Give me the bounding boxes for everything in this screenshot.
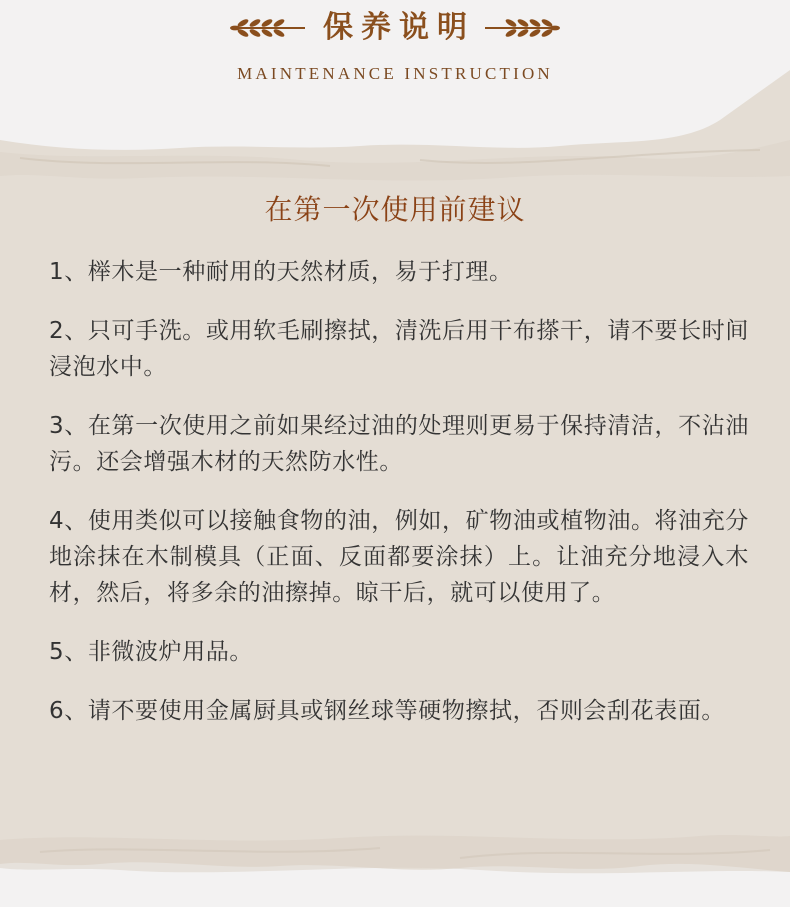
instruction-item-3: 3、在第一次使用之前如果经过油的处理则更易于保持清洁，不沾油污。还会增强木材的天然防水性。 <box>49 413 749 475</box>
instruction-item-1: 1、榉木是一种耐用的天然材质，易于打理。 <box>49 259 513 285</box>
instruction-item-6: 6、请不要使用金属厨具或钢丝球等硬物擦拭，否则会刮花表面。 <box>49 698 726 724</box>
instruction-item-2: 2、只可手洗。或用软毛刷擦拭，清洗后用干布搽干，请不要长时间浸泡水中。 <box>49 318 749 380</box>
wheat-ornament-left-icon <box>229 17 309 39</box>
page-header <box>0 0 790 110</box>
wheat-ornament-right-icon <box>481 17 561 39</box>
instruction-item-4: 4、使用类似可以接触食物的油，例如，矿物油或植物油。将油充分地涂抹在木制模具（正面、反面都要涂抹）上。让油充分地浸入木材，然后，将多余的油擦掉。晾干后，就可以使用了。 <box>49 508 749 606</box>
page-subtitle: MAINTENANCE INSTRUCTION <box>237 64 553 83</box>
section-title: 在第一次使用前建议 <box>264 193 526 226</box>
page-title: 保养说明 <box>323 10 475 45</box>
instruction-list <box>49 254 749 752</box>
instruction-item-5: 5、非微波炉用品。 <box>49 639 254 665</box>
title-row <box>0 8 790 48</box>
